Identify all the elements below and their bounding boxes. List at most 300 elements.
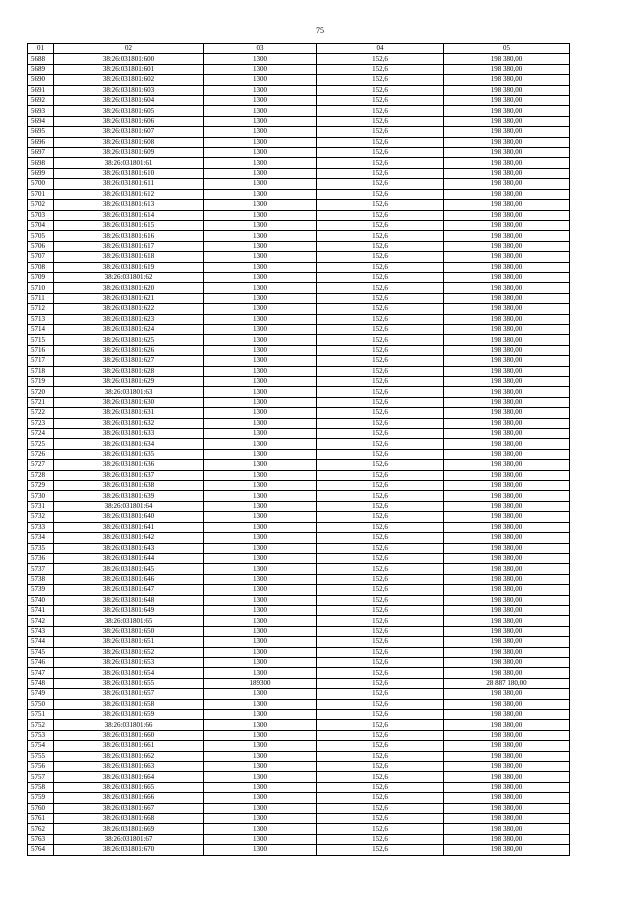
table-cell: 5748	[28, 678, 54, 688]
column-header: 05	[444, 44, 570, 54]
table-cell: 152,6	[317, 564, 444, 574]
table-cell: 198 380,00	[444, 116, 570, 126]
table-cell: 1300	[204, 137, 317, 147]
table-row	[28, 366, 570, 376]
table-cell: 1300	[204, 803, 317, 813]
table-cell: 1300	[204, 304, 317, 314]
table-cell: 5741	[28, 605, 54, 615]
table-cell: 38:26:031801:623	[54, 314, 204, 324]
table-cell: 198 380,00	[444, 481, 570, 491]
table-cell: 152,6	[317, 678, 444, 688]
table-cell: 38:26:031801:609	[54, 148, 204, 158]
table-cell: 5733	[28, 522, 54, 532]
table-cell: 38:26:031801:617	[54, 241, 204, 251]
column-header: 01	[28, 44, 54, 54]
table-cell: 1300	[204, 252, 317, 262]
table-cell: 198 380,00	[444, 324, 570, 334]
table-cell: 5696	[28, 137, 54, 147]
table-cell: 1300	[204, 54, 317, 64]
table-cell: 1300	[204, 668, 317, 678]
table-row	[28, 64, 570, 74]
table-cell: 38:26:031801:631	[54, 408, 204, 418]
table-cell: 152,6	[317, 189, 444, 199]
table-cell: 38:26:031801:622	[54, 304, 204, 314]
table-cell: 198 380,00	[444, 439, 570, 449]
table-cell: 198 380,00	[444, 220, 570, 230]
table-cell: 198 380,00	[444, 460, 570, 470]
table-cell: 5728	[28, 470, 54, 480]
table-cell: 1300	[204, 429, 317, 439]
table-cell: 1300	[204, 460, 317, 470]
table-cell: 198 380,00	[444, 283, 570, 293]
table-cell: 5708	[28, 262, 54, 272]
table-cell: 198 380,00	[444, 762, 570, 772]
table-cell: 198 380,00	[444, 720, 570, 730]
table-cell: 152,6	[317, 491, 444, 501]
table-cell: 5743	[28, 626, 54, 636]
table-cell: 5757	[28, 772, 54, 782]
table-row	[28, 564, 570, 574]
table-cell: 1300	[204, 814, 317, 824]
table-cell: 152,6	[317, 772, 444, 782]
table-cell: 152,6	[317, 106, 444, 116]
table-cell: 198 380,00	[444, 751, 570, 761]
table-row	[28, 522, 570, 532]
table-cell: 5710	[28, 283, 54, 293]
table-cell: 5738	[28, 574, 54, 584]
table-cell: 198 380,00	[444, 616, 570, 626]
table-row	[28, 293, 570, 303]
table-cell: 38:26:031801:626	[54, 345, 204, 355]
table-cell: 152,6	[317, 741, 444, 751]
table-cell: 1300	[204, 730, 317, 740]
table-cell: 152,6	[317, 647, 444, 657]
table-cell: 152,6	[317, 533, 444, 543]
table-cell: 5711	[28, 293, 54, 303]
table-cell: 38:26:031801:61	[54, 158, 204, 168]
table-cell: 152,6	[317, 449, 444, 459]
table-cell: 198 380,00	[444, 543, 570, 553]
table-cell: 38:26:031801:636	[54, 460, 204, 470]
table-cell: 152,6	[317, 689, 444, 699]
table-cell: 1300	[204, 762, 317, 772]
table-cell: 152,6	[317, 231, 444, 241]
table-cell: 152,6	[317, 168, 444, 178]
table-cell: 5735	[28, 543, 54, 553]
table-cell: 152,6	[317, 314, 444, 324]
table-row	[28, 116, 570, 126]
table-row	[28, 429, 570, 439]
table-cell: 152,6	[317, 637, 444, 647]
table-cell: 5722	[28, 408, 54, 418]
table-cell: 1300	[204, 127, 317, 137]
table-row	[28, 137, 570, 147]
table-cell: 38:26:031801:669	[54, 824, 204, 834]
table-row	[28, 814, 570, 824]
table-cell: 152,6	[317, 481, 444, 491]
table-cell: 198 380,00	[444, 814, 570, 824]
table-cell: 198 380,00	[444, 314, 570, 324]
table-cell: 152,6	[317, 293, 444, 303]
table-cell: 198 380,00	[444, 127, 570, 137]
table-row	[28, 418, 570, 428]
table-cell: 5717	[28, 356, 54, 366]
table-cell: 38:26:031801:66	[54, 720, 204, 730]
table-cell: 5756	[28, 762, 54, 772]
table-cell: 5701	[28, 189, 54, 199]
table-cell: 152,6	[317, 626, 444, 636]
table-cell: 5688	[28, 54, 54, 64]
table-row	[28, 148, 570, 158]
table-row	[28, 647, 570, 657]
header-row	[28, 44, 570, 54]
table-cell: 5707	[28, 252, 54, 262]
table-cell: 1300	[204, 699, 317, 709]
table-cell: 5750	[28, 699, 54, 709]
table-cell: 38:26:031801:618	[54, 252, 204, 262]
table-cell: 152,6	[317, 595, 444, 605]
table-cell: 198 380,00	[444, 470, 570, 480]
table-cell: 1300	[204, 626, 317, 636]
table-cell: 1300	[204, 491, 317, 501]
table-cell: 5689	[28, 64, 54, 74]
table-cell: 152,6	[317, 730, 444, 740]
table-cell: 38:26:031801:650	[54, 626, 204, 636]
table-cell: 5759	[28, 793, 54, 803]
table-cell: 38:26:031801:647	[54, 585, 204, 595]
table-cell: 1300	[204, 335, 317, 345]
table-cell: 198 380,00	[444, 772, 570, 782]
table-cell: 152,6	[317, 366, 444, 376]
table-cell: 198 380,00	[444, 626, 570, 636]
table-cell: 1300	[204, 283, 317, 293]
table-cell: 5751	[28, 710, 54, 720]
table-cell: 198 380,00	[444, 377, 570, 387]
table-cell: 38:26:031801:634	[54, 439, 204, 449]
table-cell: 198 380,00	[444, 533, 570, 543]
table-cell: 198 380,00	[444, 605, 570, 615]
table-row	[28, 543, 570, 553]
table-cell: 1300	[204, 345, 317, 355]
table-cell: 38:26:031801:660	[54, 730, 204, 740]
table-cell: 152,6	[317, 148, 444, 158]
table-row	[28, 54, 570, 64]
table-cell: 1300	[204, 220, 317, 230]
table-cell: 198 380,00	[444, 741, 570, 751]
table-cell: 152,6	[317, 814, 444, 824]
table-row	[28, 803, 570, 813]
table-cell: 5734	[28, 533, 54, 543]
table-cell: 152,6	[317, 241, 444, 251]
table-cell: 198 380,00	[444, 189, 570, 199]
table-cell: 1300	[204, 834, 317, 844]
table-cell: 152,6	[317, 605, 444, 615]
table-cell: 152,6	[317, 75, 444, 85]
table-cell: 1300	[204, 168, 317, 178]
table-cell: 152,6	[317, 356, 444, 366]
table-cell: 1300	[204, 116, 317, 126]
table-cell: 198 380,00	[444, 668, 570, 678]
table-cell: 38:26:031801:638	[54, 481, 204, 491]
table-cell: 152,6	[317, 470, 444, 480]
table-cell: 38:26:031801:621	[54, 293, 204, 303]
table-cell: 152,6	[317, 54, 444, 64]
table-cell: 28 887 180,00	[444, 678, 570, 688]
table-cell: 198 380,00	[444, 335, 570, 345]
table-row	[28, 377, 570, 387]
table-cell: 198 380,00	[444, 96, 570, 106]
table-cell: 38:26:031801:612	[54, 189, 204, 199]
table-cell: 5709	[28, 272, 54, 282]
table-cell: 1300	[204, 241, 317, 251]
table-cell: 198 380,00	[444, 137, 570, 147]
table-cell: 38:26:031801:625	[54, 335, 204, 345]
table-cell: 38:26:031801:602	[54, 75, 204, 85]
table-row	[28, 741, 570, 751]
table-cell: 152,6	[317, 522, 444, 532]
table-cell: 198 380,00	[444, 262, 570, 272]
table-row	[28, 262, 570, 272]
table-cell: 1300	[204, 324, 317, 334]
table-row	[28, 751, 570, 761]
table-cell: 198 380,00	[444, 148, 570, 158]
table-cell: 1300	[204, 377, 317, 387]
table-cell: 38:26:031801:627	[54, 356, 204, 366]
table-cell: 1300	[204, 293, 317, 303]
table-cell: 152,6	[317, 64, 444, 74]
table-row	[28, 460, 570, 470]
table-cell: 38:26:031801:607	[54, 127, 204, 137]
table-cell: 38:26:031801:615	[54, 220, 204, 230]
table-cell: 38:26:031801:641	[54, 522, 204, 532]
table-cell: 198 380,00	[444, 356, 570, 366]
table-row	[28, 283, 570, 293]
table-row	[28, 574, 570, 584]
column-header: 02	[54, 44, 204, 54]
table-cell: 1300	[204, 595, 317, 605]
table-cell: 1300	[204, 585, 317, 595]
table-cell: 198 380,00	[444, 345, 570, 355]
table-row	[28, 689, 570, 699]
table-cell: 5742	[28, 616, 54, 626]
table-cell: 38:26:031801:663	[54, 762, 204, 772]
table-cell: 5719	[28, 377, 54, 387]
table-row	[28, 324, 570, 334]
table-cell: 198 380,00	[444, 793, 570, 803]
table-cell: 38:26:031801:657	[54, 689, 204, 699]
table-row	[28, 772, 570, 782]
table-cell: 1300	[204, 96, 317, 106]
table-cell: 5715	[28, 335, 54, 345]
table-cell: 5737	[28, 564, 54, 574]
table-cell: 5724	[28, 429, 54, 439]
table-cell: 198 380,00	[444, 689, 570, 699]
table-cell: 38:26:031801:64	[54, 501, 204, 511]
table-row	[28, 189, 570, 199]
table-cell: 1300	[204, 553, 317, 563]
table-cell: 5716	[28, 345, 54, 355]
table-cell: 198 380,00	[444, 824, 570, 834]
table-cell: 152,6	[317, 616, 444, 626]
table-cell: 198 380,00	[444, 366, 570, 376]
table-row	[28, 668, 570, 678]
table-cell: 1300	[204, 543, 317, 553]
table-cell: 38:26:031801:643	[54, 543, 204, 553]
table-cell: 38:26:031801:624	[54, 324, 204, 334]
table-cell: 152,6	[317, 574, 444, 584]
table-cell: 5730	[28, 491, 54, 501]
table-row	[28, 356, 570, 366]
table-cell: 198 380,00	[444, 210, 570, 220]
table-row	[28, 501, 570, 511]
table-cell: 5702	[28, 200, 54, 210]
table-cell: 1300	[204, 158, 317, 168]
table-cell: 198 380,00	[444, 512, 570, 522]
table-cell: 5763	[28, 834, 54, 844]
table-cell: 198 380,00	[444, 158, 570, 168]
table-cell: 38:26:031801:649	[54, 605, 204, 615]
table-cell: 1300	[204, 210, 317, 220]
data-table	[27, 43, 570, 856]
table-body	[28, 54, 570, 855]
table-cell: 5692	[28, 96, 54, 106]
table-cell: 38:26:031801:668	[54, 814, 204, 824]
table-cell: 5699	[28, 168, 54, 178]
table-cell: 152,6	[317, 387, 444, 397]
table-row	[28, 845, 570, 855]
column-header: 03	[204, 44, 317, 54]
table-cell: 5704	[28, 220, 54, 230]
table-cell: 152,6	[317, 657, 444, 667]
table-cell: 5760	[28, 803, 54, 813]
table-cell: 152,6	[317, 283, 444, 293]
table-row	[28, 345, 570, 355]
table-cell: 152,6	[317, 272, 444, 282]
table-cell: 152,6	[317, 220, 444, 230]
table-row	[28, 304, 570, 314]
table-cell: 5705	[28, 231, 54, 241]
table-cell: 152,6	[317, 585, 444, 595]
table-cell: 5752	[28, 720, 54, 730]
table-cell: 152,6	[317, 720, 444, 730]
table-cell: 152,6	[317, 460, 444, 470]
table-cell: 38:26:031801:619	[54, 262, 204, 272]
table-cell: 38:26:031801:664	[54, 772, 204, 782]
table-row	[28, 699, 570, 709]
table-cell: 1300	[204, 657, 317, 667]
table-row	[28, 470, 570, 480]
table-cell: 38:26:031801:648	[54, 595, 204, 605]
table-cell: 198 380,00	[444, 782, 570, 792]
table-cell: 198 380,00	[444, 595, 570, 605]
table-cell: 5764	[28, 845, 54, 855]
table-cell: 38:26:031801:655	[54, 678, 204, 688]
table-cell: 198 380,00	[444, 106, 570, 116]
table-cell: 38:26:031801:642	[54, 533, 204, 543]
table-cell: 198 380,00	[444, 501, 570, 511]
table-cell: 198 380,00	[444, 730, 570, 740]
table-row	[28, 834, 570, 844]
table-row	[28, 220, 570, 230]
table-cell: 5703	[28, 210, 54, 220]
table-cell: 5720	[28, 387, 54, 397]
table-cell: 198 380,00	[444, 293, 570, 303]
table-cell: 152,6	[317, 397, 444, 407]
table-cell: 152,6	[317, 179, 444, 189]
table-row	[28, 762, 570, 772]
table-cell: 198 380,00	[444, 834, 570, 844]
table-cell: 152,6	[317, 668, 444, 678]
table-cell: 152,6	[317, 553, 444, 563]
table-cell: 198 380,00	[444, 54, 570, 64]
table-cell: 38:26:031801:614	[54, 210, 204, 220]
table-row	[28, 75, 570, 85]
table-row	[28, 605, 570, 615]
table-row	[28, 657, 570, 667]
table-cell: 152,6	[317, 418, 444, 428]
table-cell: 198 380,00	[444, 387, 570, 397]
table-cell: 38:26:031801:600	[54, 54, 204, 64]
table-cell: 198 380,00	[444, 252, 570, 262]
table-cell: 198 380,00	[444, 522, 570, 532]
table-cell: 5732	[28, 512, 54, 522]
table-cell: 152,6	[317, 710, 444, 720]
table-cell: 5706	[28, 241, 54, 251]
table-cell: 38:26:031801:620	[54, 283, 204, 293]
table-cell: 1300	[204, 637, 317, 647]
table-cell: 38:26:031801:637	[54, 470, 204, 480]
table-cell: 38:26:031801:611	[54, 179, 204, 189]
table-cell: 1300	[204, 720, 317, 730]
table-cell: 5747	[28, 668, 54, 678]
table-cell: 152,6	[317, 377, 444, 387]
table-row	[28, 96, 570, 106]
table-cell: 198 380,00	[444, 564, 570, 574]
table-cell: 38:26:031801:639	[54, 491, 204, 501]
table-cell: 152,6	[317, 262, 444, 272]
table-cell: 198 380,00	[444, 585, 570, 595]
table-cell: 5746	[28, 657, 54, 667]
table-cell: 198 380,00	[444, 272, 570, 282]
table-cell: 38:26:031801:630	[54, 397, 204, 407]
table-cell: 38:26:031801:665	[54, 782, 204, 792]
table-cell: 152,6	[317, 793, 444, 803]
table-cell: 1300	[204, 356, 317, 366]
table-cell: 198 380,00	[444, 241, 570, 251]
table-cell: 152,6	[317, 96, 444, 106]
table-cell: 198 380,00	[444, 168, 570, 178]
table-cell: 5745	[28, 647, 54, 657]
table-cell: 5727	[28, 460, 54, 470]
table-cell: 1300	[204, 314, 317, 324]
table-cell: 198 380,00	[444, 699, 570, 709]
table-cell: 198 380,00	[444, 449, 570, 459]
table-cell: 152,6	[317, 824, 444, 834]
table-row	[28, 335, 570, 345]
table-row	[28, 397, 570, 407]
table-cell: 5749	[28, 689, 54, 699]
table-row	[28, 241, 570, 251]
table-cell: 152,6	[317, 127, 444, 137]
table-row	[28, 616, 570, 626]
table-cell: 38:26:031801:62	[54, 272, 204, 282]
table-cell: 38:26:031801:640	[54, 512, 204, 522]
table-cell: 152,6	[317, 345, 444, 355]
table-cell: 38:26:031801:628	[54, 366, 204, 376]
table-cell: 5755	[28, 751, 54, 761]
table-cell: 152,6	[317, 137, 444, 147]
table-cell: 1300	[204, 408, 317, 418]
